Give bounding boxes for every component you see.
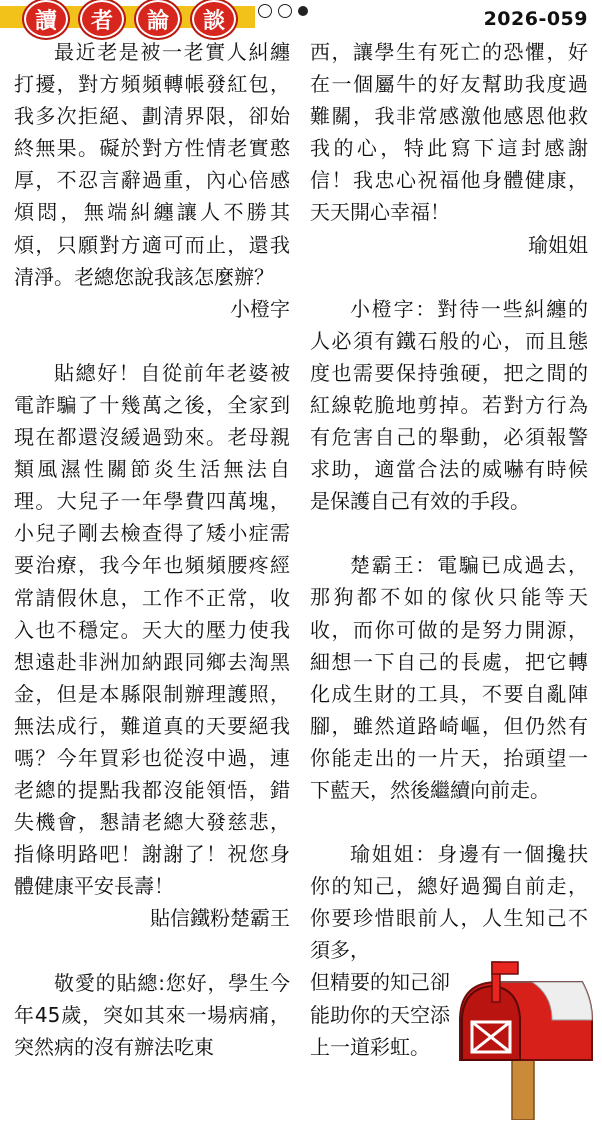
reader-letter-continued: 西，讓學生有死亡的恐懼，好在一個屬牛的好友幫助我度過難關，我非常感激他感恩他救我的心，特此寫下這封感謝信！我忠心祝福他身體健康，天天開心幸福！: [310, 40, 588, 225]
editor-reply-wrap: 但精要的知己卻能助你的天空添上一道彩虹。: [310, 970, 450, 1059]
circle-icon: [278, 4, 292, 18]
paragraph-gap: [310, 806, 588, 838]
column-header: [0, 0, 602, 40]
paragraph-gap: [14, 325, 290, 357]
paragraph-gap: [310, 261, 588, 293]
right-column: [310, 36, 588, 1063]
reader-letter: 貼總好！自從前年老婆被電詐騙了十幾萬之後，全家到現在都還沒緩過勁來。老母親類風濕性關節炎生活無法自理。大兒子一年學費四萬塊，小兒子剛去檢查得了矮小症需要治療，我今年也頻頻腰疼經常請假休息，工作不正常，收入也不穩定。天大的壓力使我想遠赴非洲加納跟同鄉去淘黑金，但是本縣限制辦理護照，無法成行，難道真的天要絕我嗎？今年買彩也從沒中過，連老總的提點我都沒能領悟，錯失機會，懇請老總大發慈悲，指條明路吧！謝謝了！祝您身體健康平安長壽！: [14, 360, 290, 899]
editor-reply: 小橙字：對待一些糾纏的人必須有鐵石般的心，而且態度也需要保持強硬，把之間的紅線乾脆地剪掉。若對方行為有危害自己的舉動，必須報警求助，適當合法的威嚇有時候是保護自己有效的手段。: [310, 296, 588, 514]
title-char: 論: [136, 0, 180, 38]
title-char: 者: [80, 0, 124, 38]
letter-signature: 瑜姐姐: [528, 232, 588, 257]
paragraph-gap: [14, 935, 290, 967]
issue-number: 2026-059: [483, 8, 588, 30]
column-title: [24, 0, 236, 38]
reader-letter: 最近老是被一老實人糾纏打擾，對方頻頻轉帳發紅包，我多次拒絕、劃清界限，卻始終無果。礙於對方性情老實憨厚，不忍言辭過重，內心倍感煩悶，無端糾纏讓人不勝其煩，只願對方適可而止，還我清淨。老總您說我該怎麼辦？: [14, 40, 290, 289]
dot-icon: [298, 6, 308, 16]
mailbox-icon: [452, 960, 600, 1120]
reader-letter: 敬愛的貼總:您好，學生今年45歲，突如其來一場病痛，突然病的沒有辦法吃東: [14, 970, 290, 1059]
paragraph-gap: [310, 517, 588, 549]
editor-reply: 楚霸王：電騙已成過去，那狗都不如的傢伙只能等天收，而你可做的是努力開源，細想一下自己的長處，把它轉化成生財的工具，不要自亂陣腳，雖然道路崎嶇，但仍然有你能走出的一片天，抬頭望一下藍天，然後繼續向前走。: [310, 553, 588, 802]
left-column: [14, 36, 290, 1063]
title-char: 讀: [24, 0, 68, 38]
circle-icon: [258, 4, 272, 18]
editor-reply: 瑜姐姐：身邊有一個攙扶你的知己，總好過獨自前走，你要珍惜眼前人，人生知己不須多，: [310, 842, 588, 963]
letter-signature: 小橙字: [230, 296, 290, 321]
title-char: 談: [192, 0, 236, 38]
decorative-dots: [258, 4, 308, 18]
letter-signature: 貼信鐵粉楚霸王: [150, 906, 290, 931]
